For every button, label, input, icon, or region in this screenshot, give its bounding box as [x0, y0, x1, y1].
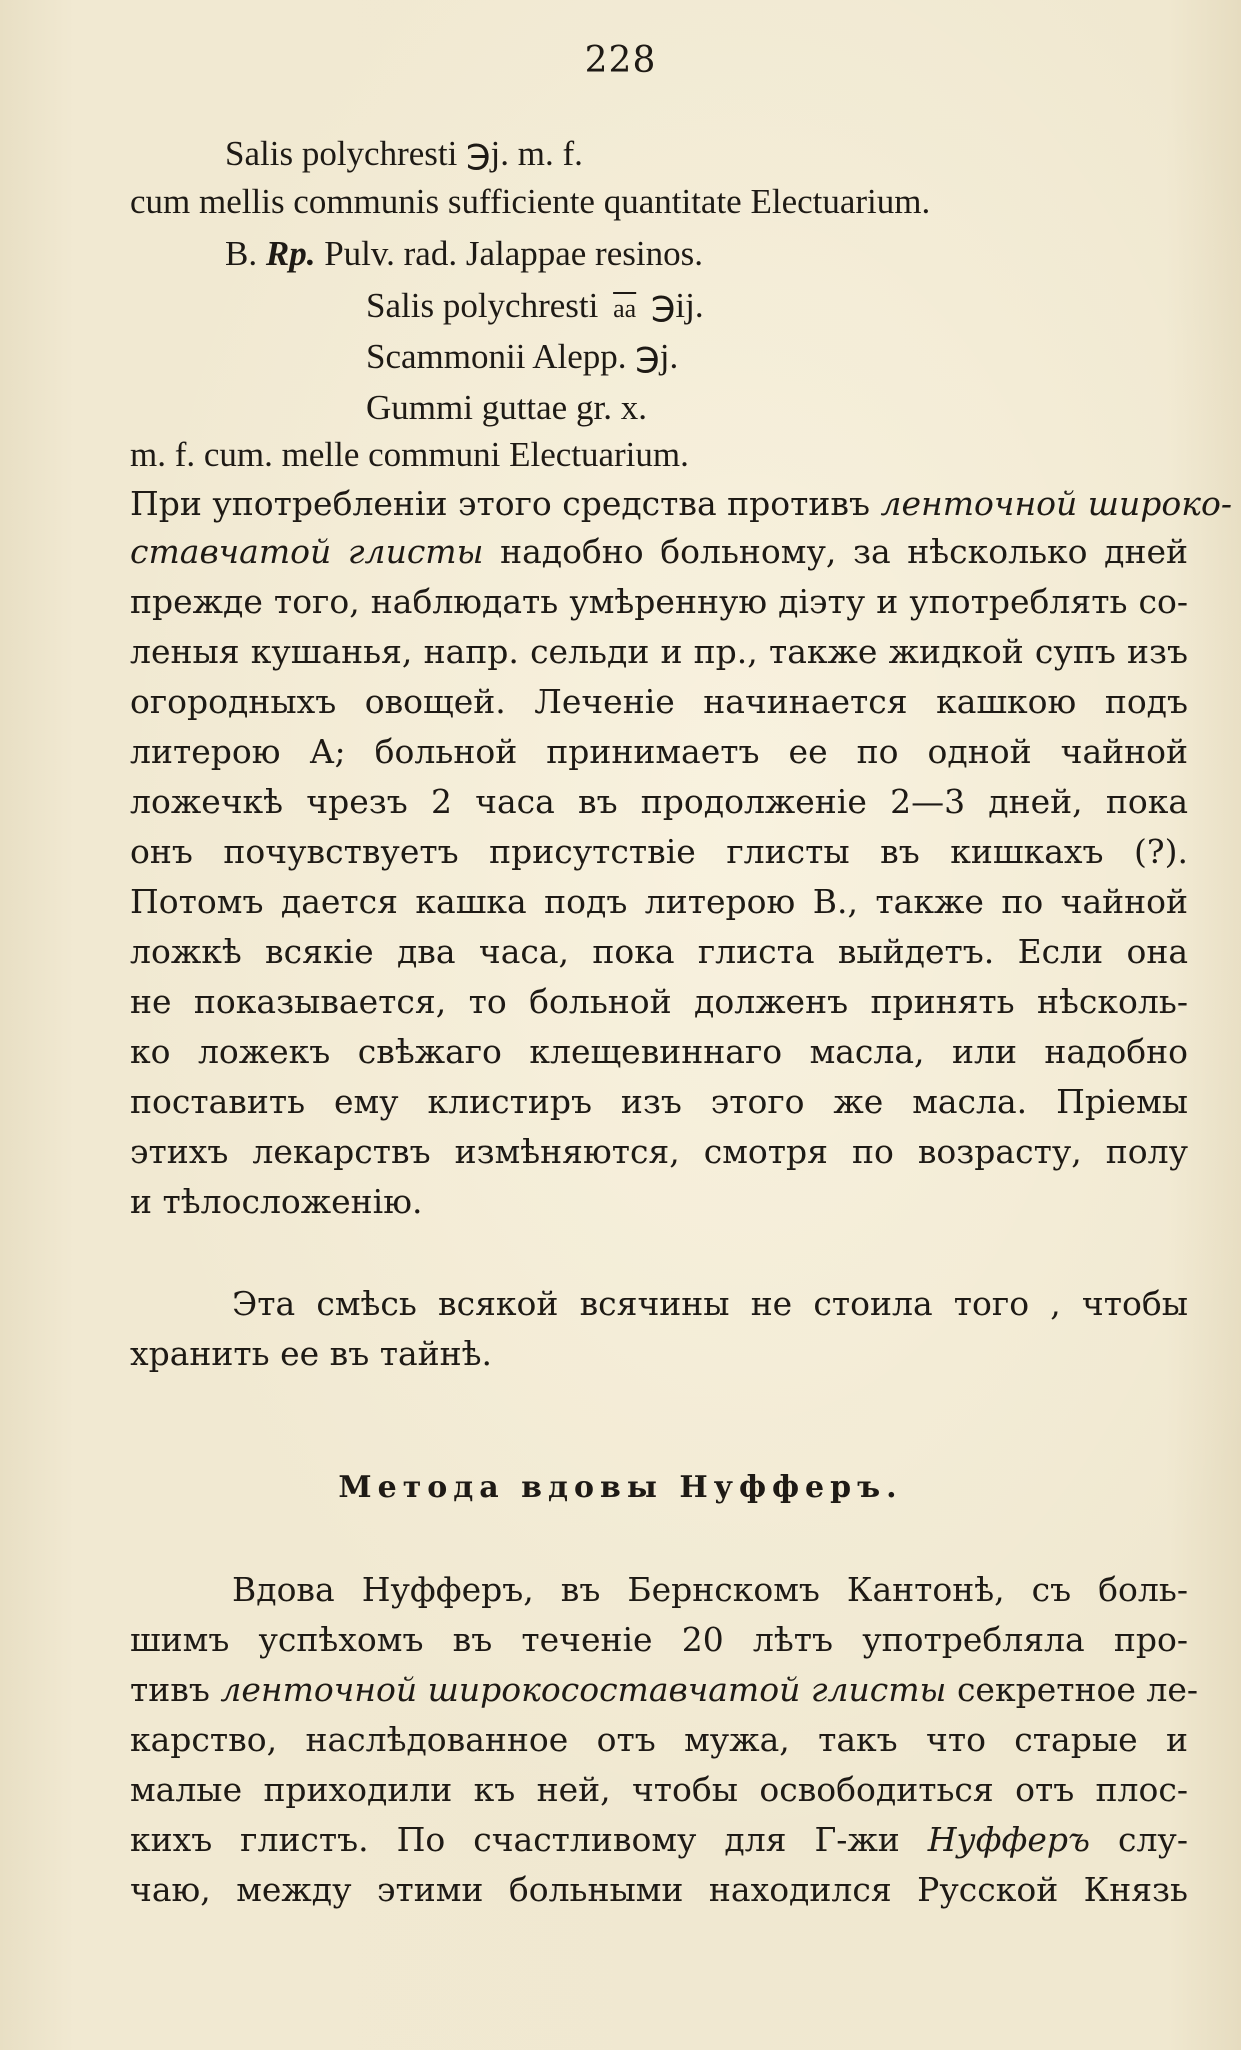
paragraph-line: леныя кушанья, напр. сельди и пр., также жидкой супъ изъ [130, 632, 1188, 671]
prescription-line: Scammonii Alepp. ℈j. [366, 337, 679, 376]
paragraph-line: этихъ лекарствъ измѣняются, смотря по возрасту, полу [130, 1132, 1188, 1171]
paragraph-line: и тѣлосложенію. [130, 1182, 423, 1221]
paragraph-line: карство, наслѣдованное отъ мужа, такъ что старые и [130, 1720, 1188, 1759]
paragraph-line: чаю, между этими больными находился Русской Князь [130, 1870, 1188, 1909]
paragraph-line: хранить ее въ тайнѣ. [130, 1334, 493, 1373]
page-number: 228 [584, 40, 657, 81]
paragraph-line: огородныхъ овощей. Леченіе начинается кашкою подъ [130, 682, 1188, 721]
paragraph-line: ложкѣ всякіе два часа, пока глиста выйдетъ. Если она [130, 932, 1188, 971]
text-run: При употребленіи этого средства противъ [130, 484, 870, 523]
italic-run: Нуфферъ [927, 1820, 1091, 1859]
prescription-line: Gummi guttae gr. x. [366, 388, 647, 427]
prescription-text: Pulv. rad. Jalappae resinos. [324, 234, 703, 273]
paragraph-line [130, 1668, 1199, 1712]
italic-run: ставчатой глисты [130, 532, 484, 571]
prescription-label-b: B. [225, 234, 258, 273]
prescription-dose: ℈ij. [650, 286, 704, 325]
paragraph-line [130, 482, 1233, 526]
paragraph-line: не показывается, то больной долженъ принять нѣсколь- [130, 982, 1188, 1021]
paragraph-line: ко ложекъ свѣжаго клещевиннаго масла, или надобно [130, 1032, 1188, 1071]
paragraph-line: Вдова Нуфферъ, въ Бернскомъ Кантонѣ, съ боль- [232, 1570, 1188, 1609]
italic-run: ленточной широко- [880, 484, 1233, 523]
text-run: слу- [1117, 1820, 1188, 1859]
paragraph-line: поставить ему клистиръ изъ этого же масла. Пріемы [130, 1082, 1188, 1121]
prescription-line [225, 232, 703, 276]
text-run: тивъ [130, 1670, 210, 1709]
paragraph-line [130, 530, 1188, 574]
paragraph-line: онъ почувствуетъ присутствіе глисты въ кишкахъ (?). [130, 832, 1188, 871]
paragraph-line: малые приходили къ ней, чтобы освободиться отъ плос- [130, 1770, 1188, 1809]
recipe-abbrev: Rp. [265, 234, 316, 273]
text-run: надобно больному, за нѣсколько дней [500, 532, 1188, 571]
section-heading: Метода вдовы Нуфферъ. [338, 1470, 903, 1505]
prescription-line [366, 284, 704, 331]
paragraph-line: литерою А; больной принимаетъ ее по одной чайной [130, 732, 1188, 771]
ana-symbol: $\overline{aa}$ [613, 294, 637, 323]
paragraph-line [130, 1818, 1188, 1862]
paragraph-line: прежде того, наблюдать умѣренную діэту и употреблять со- [130, 582, 1188, 621]
prescription-line: cum mellis communis sufficiente quantitate Electuarium. [130, 182, 931, 221]
prescription-text: Salis polychresti [366, 286, 599, 325]
prescription-line: Salis polychresti ℈j. m. f. [225, 134, 583, 173]
paragraph-line: ложечкѣ чрезъ 2 часа въ продолженіе 2—3 дней, пока [130, 782, 1188, 821]
paragraph-line: шимъ успѣхомъ въ теченіе 20 лѣтъ употребляла про- [130, 1620, 1188, 1659]
italic-run: ленточной широкосоставчатой глисты [220, 1670, 947, 1709]
paragraph-line: Эта смѣсь всякой всячины не стоила того , чтобы [232, 1284, 1188, 1323]
text-run: кихъ глистъ. По счастливому для Г-жи [130, 1820, 900, 1859]
text-run: секретное ле- [956, 1670, 1199, 1709]
prescription-line: m. f. cum. melle communi Electuarium. [130, 435, 689, 474]
paragraph-line: Потомъ дается кашка подъ литерою В., также по чайной [130, 882, 1188, 921]
